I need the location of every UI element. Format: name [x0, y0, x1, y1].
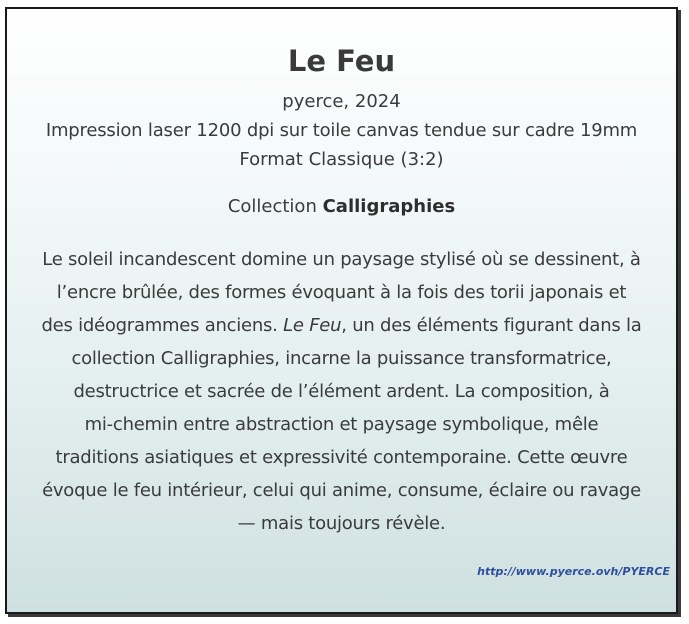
- technique-line: Impression laser 1200 dpi sur toile canvas tendue sur cadre 19mm: [45, 120, 638, 141]
- description-line: mi-chemin entre abstraction et paysage symbolique, mêle: [84, 414, 599, 435]
- description-title-emphasis: Le Feu: [283, 315, 342, 336]
- description-line: Le soleil incandescent domine un paysage stylisé où se dessinent, à: [42, 249, 641, 270]
- format-line: Format Classique (3:2): [239, 149, 444, 170]
- artwork-info-card: [5, 7, 678, 614]
- website-link[interactable]: http://www.pyerce.ovh/PYERCE: [477, 565, 670, 578]
- description-text: des idéogrammes anciens.: [41, 315, 278, 336]
- artwork-description: [15, 243, 668, 540]
- description-line: destructrice et sacrée de l’élément ardent. La composition, à: [73, 381, 610, 402]
- collection-line: [7, 193, 676, 221]
- description-line: — mais toujours révèle.: [237, 513, 446, 534]
- collection-prefix: Collection: [227, 196, 317, 217]
- description-line: [15, 309, 668, 342]
- collection-name: Calligraphies: [322, 196, 456, 217]
- author-year: pyerce, 2024: [282, 91, 401, 112]
- description-line: collection Calligraphies, incarne la puissance transformatrice,: [71, 348, 612, 369]
- description-line: traditions asiatiques et expressivité contemporaine. Cette œuvre: [55, 447, 628, 468]
- description-text: , un des éléments figurant dans la: [341, 315, 642, 336]
- description-line: évoque le feu intérieur, celui qui anime, consume, éclaire ou ravage: [42, 480, 641, 501]
- description-line: l’encre brûlée, des formes évoquant à la fois des torii japonais et: [56, 282, 627, 303]
- artwork-title: Le Feu: [287, 44, 396, 78]
